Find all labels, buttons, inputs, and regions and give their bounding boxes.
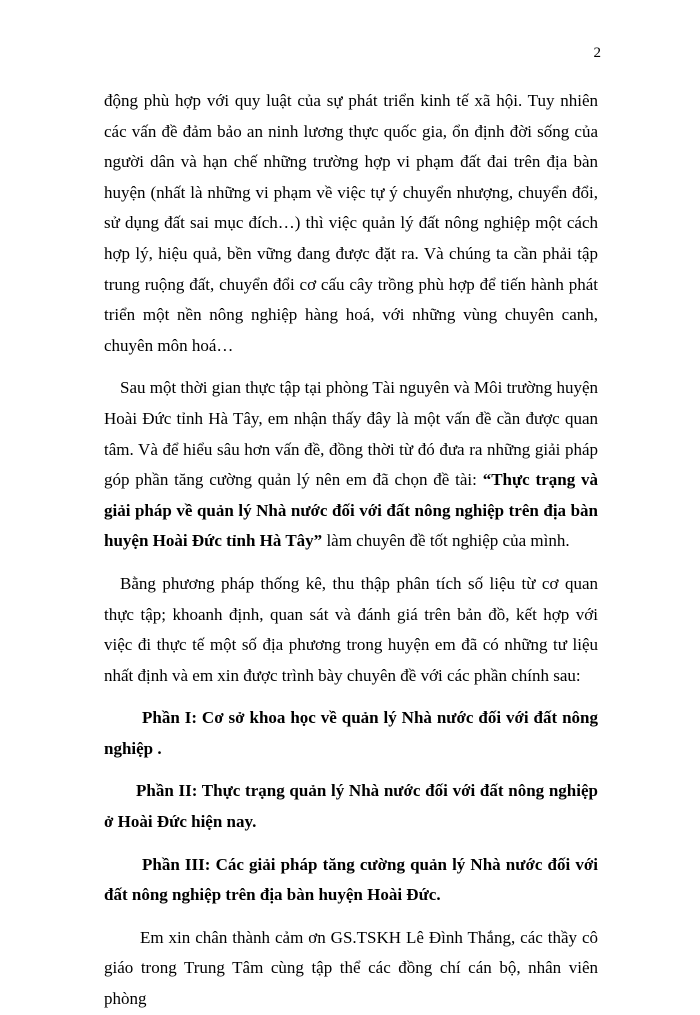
paragraph-method: Bằng phương pháp thống kê, thu thập phân tích số liệu từ cơ quan thực tập; khoanh định, quan sát và đánh giá trên bản đồ, kết hợp với việc đi thực tế một số địa phương trong huyện em đã có những tư liệu nhất định và em xin được trình bày chuyên đề với các phần chính sau: — [104, 573, 598, 685]
paragraph-continuation: động phù hợp với quy luật của sự phát triển kinh tế xã hội. Tuy nhiên các vấn đề đảm bảo an ninh lương thực quốc gia, ổn định đời sống của người dân và hạn chế những trường hợp vi phạm đất đai trên địa bàn huyện (nhất là những vi phạm về việc tự ý chuyển nhượng, chuyển đổi, sử dụng đất sai mục đích…) thì việc quản lý đất nông nghiệp một cách hợp lý, hiệu quả, bền vững đang được đặt ra. Và chúng ta cần phải tập trung ruộng đất, chuyển đổi cơ cấu cây trồng phù hợp để tiến hành phát triển một nền nông nghiệp hàng hoá, với những vùng chuyên canh, chuyên môn hoá… — [104, 91, 598, 355]
part-2-heading: Phần II: Thực trạng quản lý Nhà nước đối với đất nông nghiệp ở Hoài Đức hiện nay. — [104, 781, 598, 832]
part-3-heading: Phần III: Các giải pháp tăng cường quản lý Nhà nước đối với đất nông nghiệp trên địa bàn huyện Hoài Đức. — [104, 854, 598, 905]
part-1-heading: Phần I: Cơ sở khoa học về quản lý Nhà nước đối với đất nông nghiệp . — [104, 708, 598, 758]
paragraph-acknowledgement: Em xin chân thành cảm ơn GS.TSKH Lê Đình Thắng, các thầy cô giáo trong Trung Tâm cùng tập thể các đồng chí cán bộ, nhân viên phòng — [104, 927, 598, 1009]
paragraph-topic-intro: Sau một thời gian thực tập tại phòng Tài nguyên và Môi trường huyện Hoài Đức tỉnh Hà Tây, em nhận thấy đây là một vấn đề cần được quan tâm. Và để hiểu sâu hơn vấn đề, đồng thời từ đó đưa ra những giải pháp góp phần tăng cường quản lý nên em đã chọn đề tài: — [104, 378, 598, 490]
thesis-title: “Thực trạng và giải pháp về quản lý Nhà nước đối với đất nông nghiệp trên địa bàn huyện Hoài Đức tỉnh Hà Tây” — [104, 470, 599, 551]
page-number: 2 — [593, 45, 601, 61]
paragraph-topic-choice — [104, 373, 598, 557]
document-body — [104, 86, 598, 1015]
paragraph-topic-end: làm chuyên đề tốt nghiệp của mình. — [322, 531, 570, 551]
